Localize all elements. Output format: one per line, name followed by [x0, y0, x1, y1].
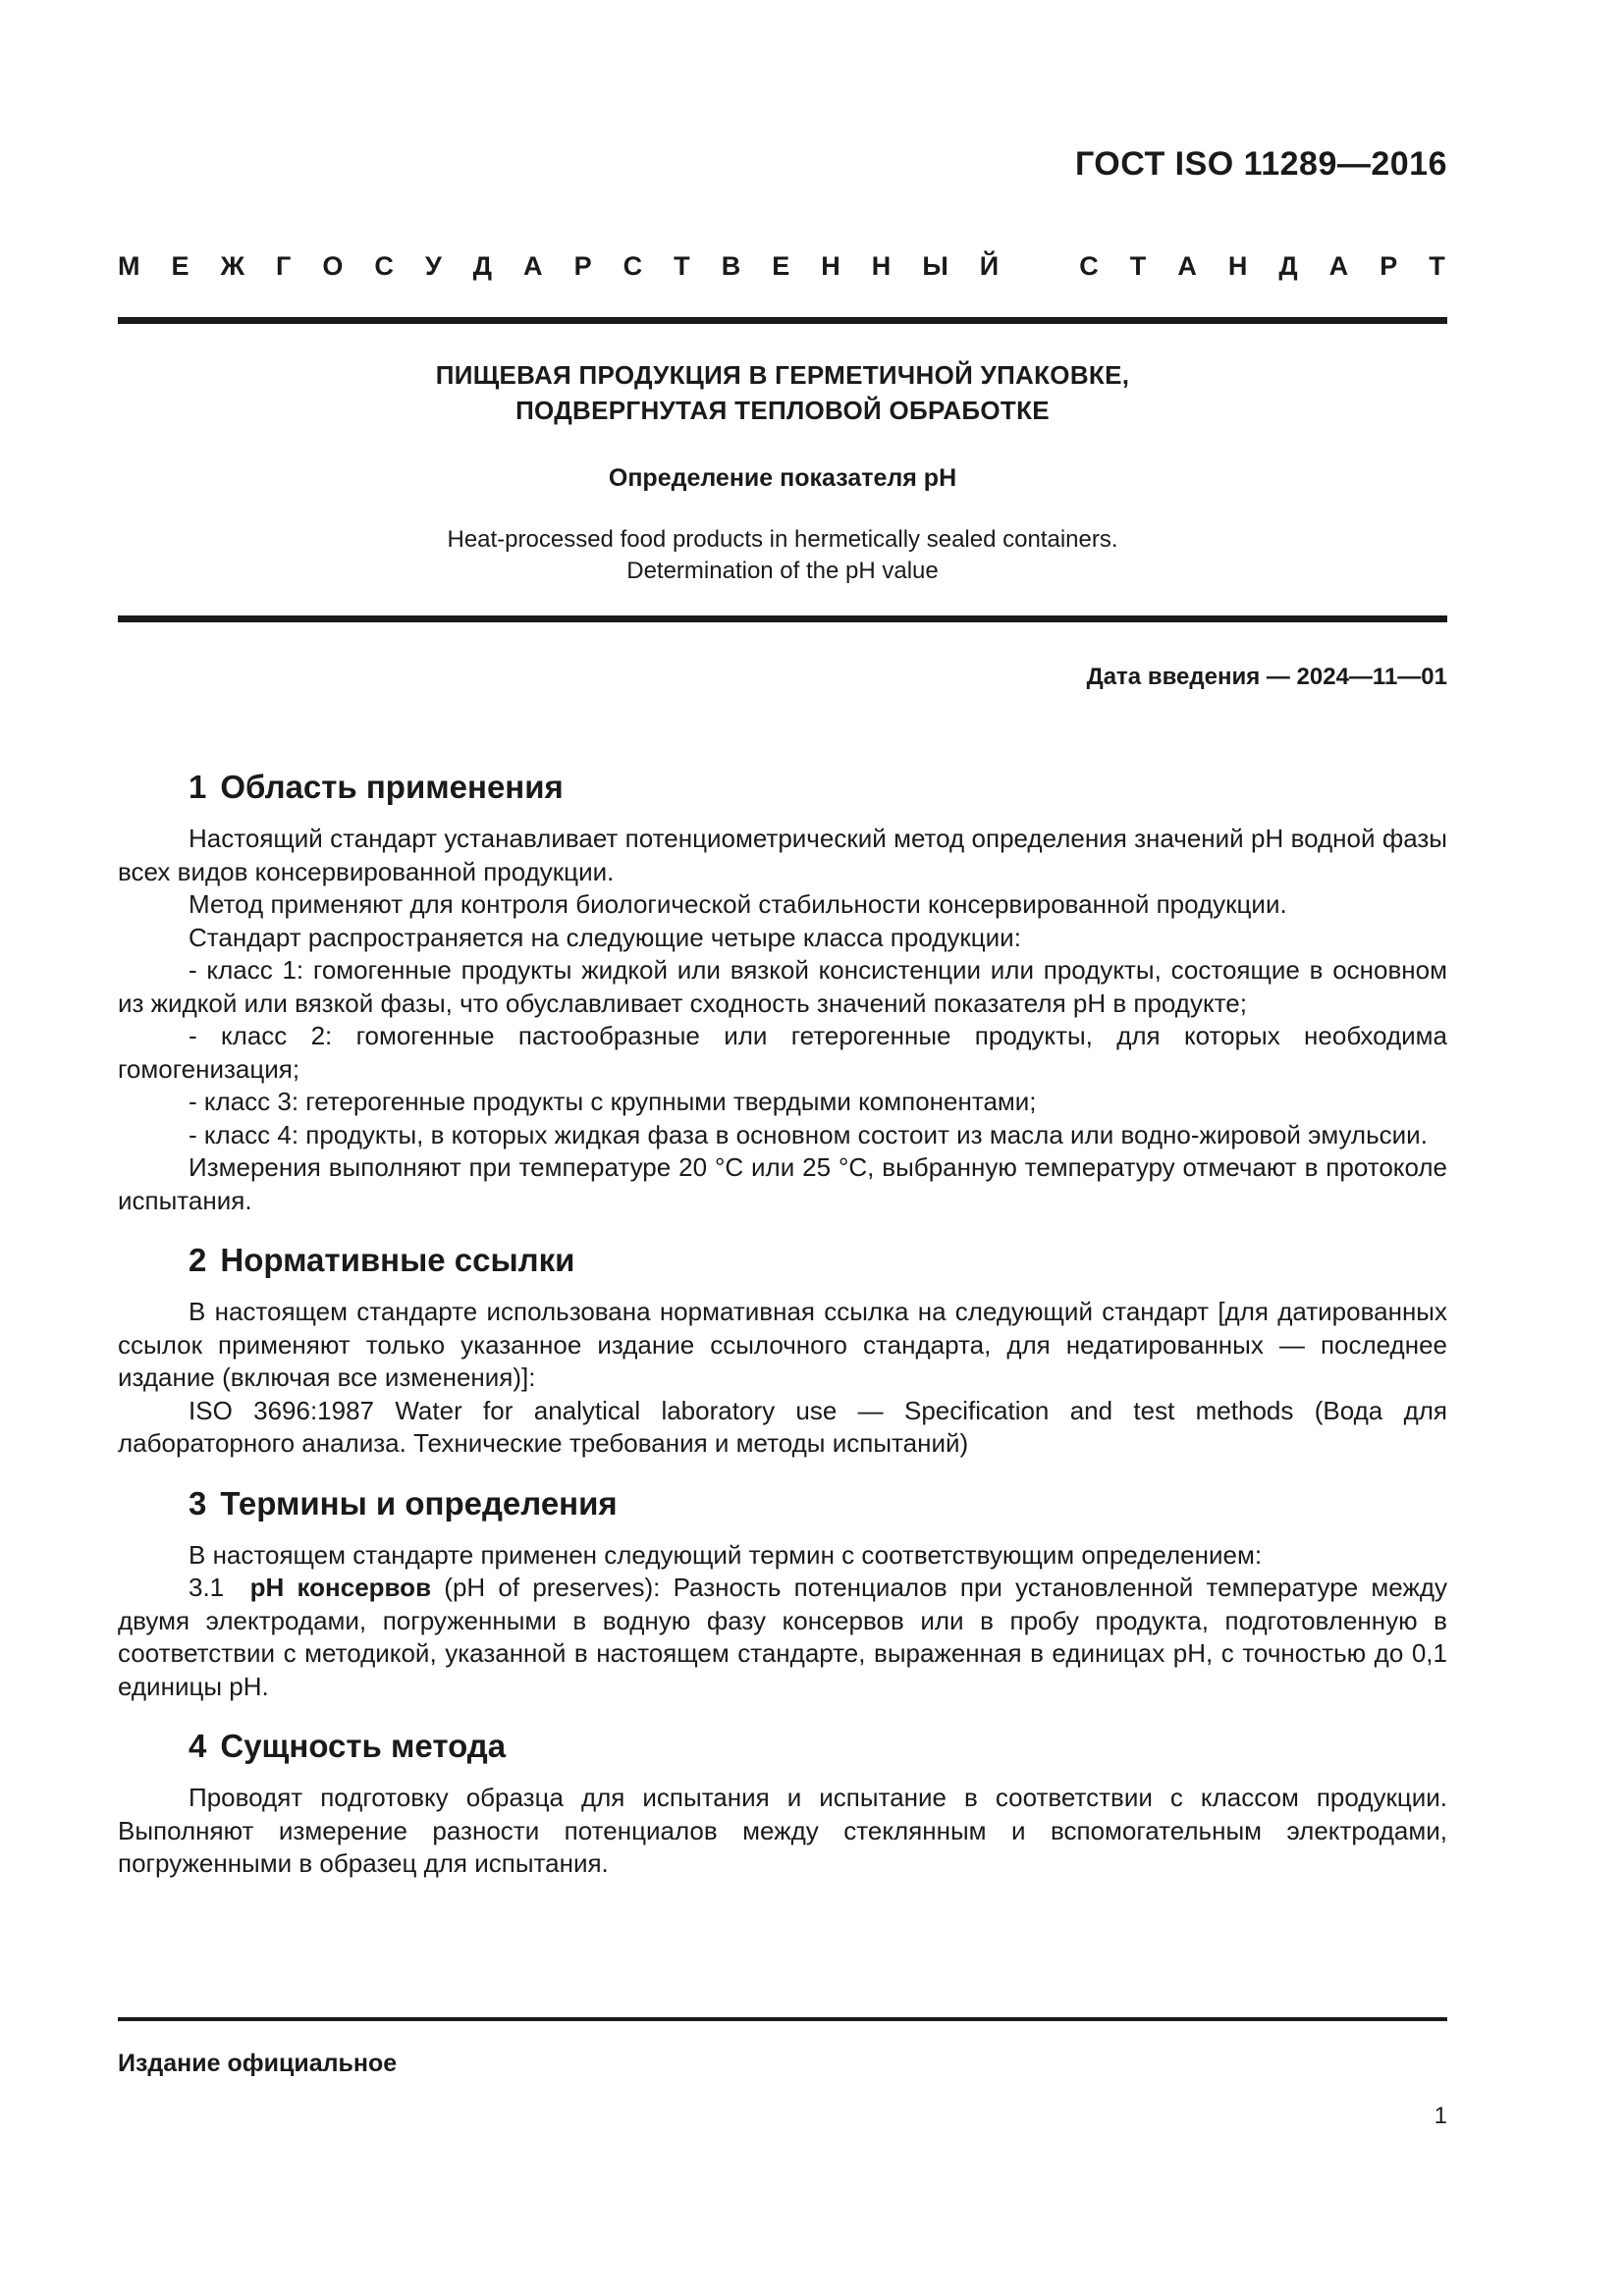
banner-letter: Р	[573, 251, 594, 281]
title-en-line1: Heat-processed food products in hermetically sealed containers.	[447, 526, 1118, 553]
banner-letter: А	[1177, 251, 1199, 281]
title-en-line2: Determination of the pH value	[626, 558, 939, 584]
banner-letter: А	[1328, 251, 1351, 281]
section-title: Сущность метода	[220, 1728, 507, 1764]
banner-letter: С	[1079, 251, 1101, 281]
title-ru-line1: ПИЩЕВАЯ ПРОДУКЦИЯ В ГЕРМЕТИЧНОЙ УПАКОВКЕ,	[435, 360, 1130, 390]
official-edition-label: Издание официальное	[118, 2050, 398, 2077]
paragraph: Метод применяют для контроля биологической стабильности консервированной продукции.	[189, 889, 1287, 919]
paragraph: Измерения выполняют при температуре 20 °С или 25 °С, выбранную температуру отмечают в протоколе испытания.	[118, 1152, 1447, 1215]
section-4	[118, 1725, 1447, 1881]
section-1	[118, 766, 1447, 1217]
term-definition	[118, 1572, 1447, 1703]
title-block	[118, 357, 1447, 587]
title-divider	[118, 615, 1447, 622]
section-heading	[189, 766, 1447, 809]
banner-letter: О	[322, 251, 346, 281]
banner-letter: Т	[1129, 251, 1149, 281]
banner-letter: Ж	[220, 251, 246, 281]
section-heading	[189, 1239, 1447, 1282]
standard-number: ГОСТ ISO 11289—2016	[1074, 145, 1447, 183]
section-number: 2	[189, 1242, 207, 1278]
banner-gap	[1030, 251, 1050, 282]
paragraph: В настоящем стандарте использована нормативная ссылка на следующий стандарт [для датированных ссылок применяют только указанное издание ссылочного стандарта, для недатированных — последнее издание (включая все изменения)]:	[118, 1297, 1447, 1392]
banner-letter: А	[523, 251, 545, 281]
section-title: Область применения	[220, 769, 564, 805]
title-ru-line2: ПОДВЕРГНУТАЯ ТЕПЛОВОЙ ОБРАБОТКЕ	[515, 396, 1050, 425]
section-title: Нормативные ссылки	[220, 1242, 575, 1278]
banner-letter: Р	[1380, 251, 1400, 281]
paragraph: Настоящий стандарт устанавливает потенциометрический метод определения значений pH водной фазы всех видов консервированной продукции.	[118, 824, 1447, 886]
section-3	[118, 1482, 1447, 1704]
banner-letter: С	[623, 251, 645, 281]
term-number: 3.1	[189, 1573, 225, 1602]
banner-letter: Е	[772, 251, 792, 281]
title-ru	[118, 357, 1447, 428]
document-body	[118, 766, 1447, 1900]
list-item: - класс 2: гомогенные пастообразные или гетерогенные продукты, для которых необходима гомогенизация;	[118, 1021, 1447, 1084]
subtitle-ru: Определение показателя pH	[608, 464, 957, 492]
title-en	[118, 524, 1447, 587]
term-text: (pH of preserves): Разность потенциалов при установленной температуре между двумя электродами, погруженными в водную фазу консервов или в пробу продукта, подготовленную в соответствии с методикой, указанной в настоящем стандарте, выраженная в единицах pH, с точностью до 0,1 единицы pH.	[118, 1573, 1448, 1701]
banner-letter: Н	[821, 251, 842, 281]
paragraph: В настоящем стандарте применен следующий термин с соответствующим определением:	[189, 1539, 1263, 1570]
top-divider	[118, 317, 1447, 324]
page-number: 1	[1434, 2103, 1447, 2129]
reference-item: ISO 3696:1987 Water for analytical laboratory use — Specification and test methods (Вода для лабораторного анализа. Технические требования и методы испытаний)	[118, 1395, 1447, 1458]
paragraph: Стандарт распространяется на следующие четыре класса продукции:	[189, 922, 1021, 952]
list-item: - класс 1: гомогенные продукты жидкой или вязкой консистенции или продукты, состоящие в основном из жидкой или вязкой фазы, что обуславливает сходность значений показателя pH в продукте;	[118, 955, 1447, 1018]
banner-letter: Н	[871, 251, 893, 281]
section-heading	[189, 1482, 1447, 1525]
footer-divider	[118, 2017, 1447, 2021]
interstate-standard-banner	[118, 251, 1447, 282]
section-number: 3	[189, 1484, 207, 1522]
banner-letter: Й	[979, 251, 1001, 281]
banner-letter: Н	[1227, 251, 1250, 281]
banner-letter: У	[424, 251, 444, 281]
banner-letter: Т	[1429, 251, 1447, 281]
section-2	[118, 1239, 1447, 1461]
banner-letter: Ы	[922, 251, 950, 281]
list-item: - класс 3: гетерогенные продукты с крупными твердыми компонентами;	[189, 1087, 1037, 1116]
section-number: 4	[189, 1728, 207, 1764]
section-number: 1	[189, 769, 207, 805]
paragraph: Проводят подготовку образца для испытания и испытание в соответствии с классом продукции. Выполняют измерение разности потенциалов между стеклянным и вспомогательным электродами, погруженными в образец для испытания.	[118, 1783, 1447, 1878]
banner-letter: Д	[1278, 251, 1300, 281]
banner-letter: С	[374, 251, 396, 281]
term-name: pH консервов	[249, 1573, 432, 1602]
introduction-date: Дата введения — 2024—11—01	[1086, 664, 1447, 690]
banner-letter: Т	[674, 251, 692, 281]
banner-letter: Е	[171, 251, 191, 281]
section-title: Термины и определения	[220, 1484, 618, 1522]
list-item: - класс 4: продукты, в которых жидкая фаза в основном состоит из масла или водно-жировой эмульсии.	[189, 1119, 1428, 1149]
banner-letter: Д	[472, 251, 495, 281]
section-heading	[189, 1725, 1447, 1768]
banner-letter: В	[721, 251, 743, 281]
banner-letter: Г	[276, 251, 294, 281]
banner-letter: М	[118, 251, 142, 281]
